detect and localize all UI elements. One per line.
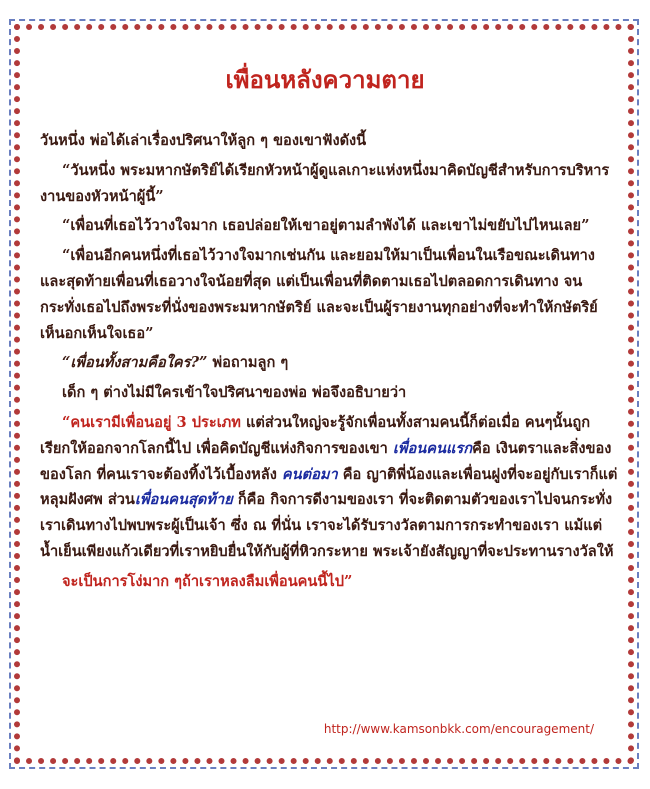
first-friend-highlight: เพื่อนคนแรก [392,439,473,457]
explanation-text-d: ก็คือ กิจการดีงามของเรา ที่จะติดตามตัวของเราไปจนกระทั่ง เราเดินทางไปพบพระผู้เป็นเจ้า ซึ่ง ณ ที่นั่น เราจะได้รับรางวัลตามการกระทำของเรา แม้แต่น้ำเย็นเพียงแก้วเดียวที่เราหยิบยื่นให้กับผู้ที่หิวกระหาย พระเจ้ายังสัญญาที่จะประทานรางวัลให้ [40,491,614,560]
next-friend-highlight: คนต่อมา [281,465,338,483]
explanation-text-a: แต่ส่วนใหญ่จะรู้จักเพื่อนทั้งสามคนนี้ก็ต่อเมื่อ คนๆนั้นถูกเรียกให้ออกจากโลกนี้ไป เพื่อคิดบัญชีแห่งกิจการของเขา [40,413,591,457]
paragraph-other-friends: “เพื่อนอีกคนหนึ่งที่เธอไว้วางใจมากเช่นกัน และยอมให้มาเป็นเพื่อนในเรือขณะเดินทาง และสุดท้ายเพื่อนที่เธอวางใจน้อยที่สุด แต่เป็นเพื่อนที่ติดตามเธอไปตลอดการเดินทาง จนกระทั่งเธอไปถึงพระที่นั่งของพระมหากษัตริย์ และจะเป็นผู้รายงานทุกอย่างที่จะทำให้กษัตริย์เห็นอกเห็นใจเธอ” [40,247,598,342]
paragraph-intro: วันหนึ่ง พ่อได้เล่าเรื่องปริศนาให้ลูก ๆ ของเขาฟังดังนี้ [40,132,367,149]
paragraph-king-story: “วันหนึ่ง พระมหากษัตริย์ได้เรียกหัวหน้าผู้ดูแลเกาะแห่งหนึ่งมาคิดบัญชีสำหรับการบริหารงานของหัวหน้าผู้นี้” [40,161,610,205]
explanation-text-c: คือ ญาติพี่น้องและเพื่อนฝูงที่จะอยู่กับเราก็แต่หลุมฝังศพ ส่วน [40,465,618,509]
question-quote: “เพื่อนทั้งสามคือใคร?” [62,354,208,372]
source-url[interactable]: http://www.kamsonbkk.com/encouragement/ [323,722,594,736]
last-friend-highlight: เพื่อนคนสุดท้าย [134,491,233,509]
explanation-text-b: คือ เงินตราและสิ่งของของโลก ที่คนเราจะต้องทิ้งไว้เบื้องหลัง [40,439,612,483]
paragraph-children: เด็ก ๆ ต่างไม่มีใครเข้าใจปริศนาของพ่อ พ่อจึงอธิบายว่า [62,384,407,402]
paragraph-conclusion: จะเป็นการโง่มาก ๆถ้าเราหลงลืมเพื่อนคนนี้ไป” [62,572,353,590]
story-body [40,128,620,599]
paragraph-first-friend: “เพื่อนที่เธอไว้วางใจมาก เธอปล่อยให้เขาอยู่ตามลำพังได้ และเขาไม่ขยับไปไหนเลย” [62,217,590,235]
paragraph-question [40,350,620,376]
paragraph-explanation [40,410,620,565]
question-rest: พ่อถามลูก ๆ [207,354,289,372]
three-friends-highlight: “คนเรามีเพื่อนอยู่ 3 ประเภท [62,413,241,431]
page-title: เพื่อนหลังความตาย [225,65,425,94]
